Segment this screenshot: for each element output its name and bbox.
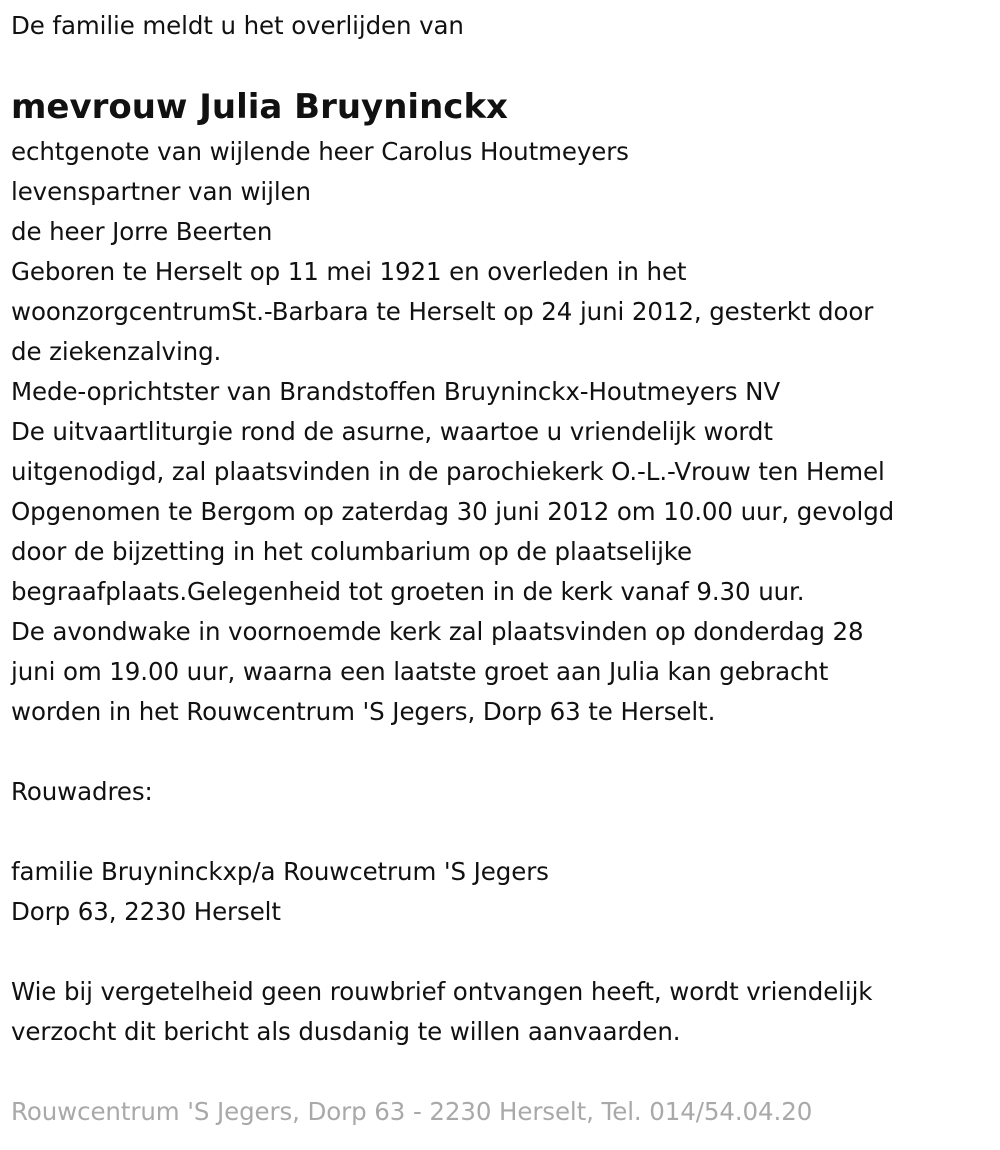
body-line: de ziekenzalving. [11,337,222,366]
closing-line: verzocht dit bericht als dusdanig te willen aanvaarden. [11,1017,681,1046]
spacer [11,812,986,852]
body-line: woonzorgcentrumSt.-Barbara te Herselt op 24 juni 2012, gesterkt door [11,297,874,326]
body-line: begraafplaats.Gelegenheid tot groeten in de kerk vanaf 9.30 uur. [11,577,805,606]
closing-line: Wie bij vergetelheid geen rouwbrief ontvangen heeft, wordt vriendelijk [11,977,873,1006]
body-line: de heer Jorre Beerten [11,217,273,246]
mourning-address [11,852,986,932]
body-line: De uitvaartliturgie rond de asurne, waartoe u vriendelijk wordt [11,417,773,446]
notice-body [11,132,986,732]
body-line: Opgenomen te Bergom op zaterdag 30 juni 2012 om 10.00 uur, gevolgd [11,497,895,526]
funeral-home-footer: Rouwcentrum 'S Jegers, Dorp 63 - 2230 Herselt, Tel. 014/54.04.20 [11,1097,813,1126]
spacer [11,1052,986,1092]
body-line: door de bijzetting in het columbarium op de plaatselijke [11,537,692,566]
intro-text: De familie meldt u het overlijden van [11,11,464,40]
body-line: Mede-oprichtster van Brandstoffen Bruyninckx-Houtmeyers NV [11,377,781,406]
body-line: levenspartner van wijlen [11,177,311,206]
spacer [11,732,986,772]
deceased-name: mevrouw Julia Bruyninckx [11,87,508,127]
body-line: echtgenote van wijlende heer Carolus Houtmeyers [11,137,629,166]
closing-text [11,972,986,1052]
address-line: familie Bruyninckxp/a Rouwcetrum 'S Jegers [11,857,549,886]
death-notice [11,0,986,1132]
spacer [11,932,986,972]
body-line: uitgenodigd, zal plaatsvinden in de parochiekerk O.-L.-Vrouw ten Hemel [11,457,885,486]
address-line: Dorp 63, 2230 Herselt [11,897,281,926]
body-line: Geboren te Herselt op 11 mei 1921 en overleden in het [11,257,687,286]
body-line: De avondwake in voornoemde kerk zal plaatsvinden op donderdag 28 [11,617,864,646]
mourning-address-label: Rouwadres: [11,777,153,806]
body-line: juni om 19.00 uur, waarna een laatste groet aan Julia kan gebracht [11,657,829,686]
body-line: worden in het Rouwcentrum 'S Jegers, Dorp 63 te Herselt. [11,697,716,726]
